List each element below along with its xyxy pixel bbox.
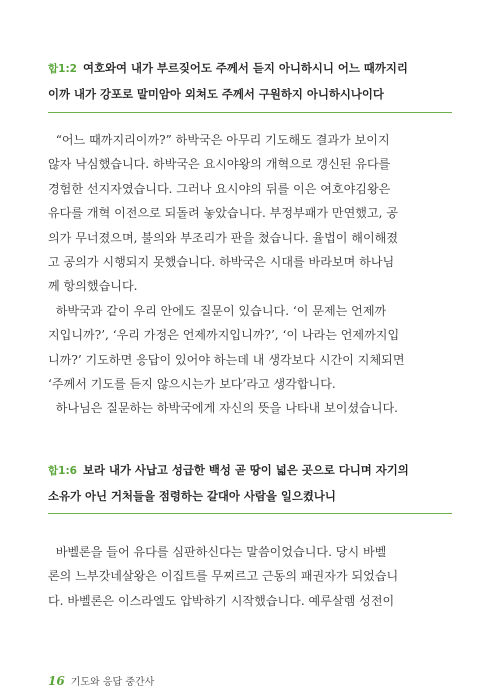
text-line: 하박국과 같이 우리 안에도 질문이 있습니다. ‘이 문제는 언제까 [48, 303, 387, 318]
text-line: 경험한 선지자였습니다. 그러나 요시야의 뒤를 이은 여호야김왕은 [48, 181, 391, 196]
verse-text: 이까 내가 강포로 말미암아 외쳐도 주께서 구원하지 아니하시나이다 [48, 87, 384, 101]
verse-text: 보라 내가 사납고 성급한 백성 곧 땅이 넓은 곳으로 다니며 자기의 [82, 463, 409, 477]
text-line: 지입니까?’, ‘우리 가정은 언제까지입니까?’, ‘이 나라는 언제까지입 [48, 328, 400, 343]
page-number: 16 [48, 674, 65, 688]
scripture-quote-hab-1-2 [48, 56, 452, 107]
verse-reference: 합1:2 [48, 63, 77, 75]
text-line: 의가 무너졌으며, 불의와 부조리가 판을 쳤습니다. 율법이 해이해졌 [48, 230, 399, 245]
verse-text: 소유가 아닌 거처들을 점령하는 갈대아 사람을 일으켰나니 [48, 489, 336, 503]
text-line: 니까?’ 기도하면 응답이 있어야 하는데 내 생각보다 시간이 지체되면 [48, 352, 405, 367]
text-line: 바벨론을 들어 유다를 심판하신다는 말씀이었습니다. 당시 바벨 [48, 545, 387, 559]
verse-line [48, 56, 452, 82]
text-line: “어느 때까지리이까?” 하박국은 아무리 기도해도 결과가 보이지 [48, 133, 390, 147]
verse-text: 여호와여 내가 부르짖어도 주께서 듣지 아니하시니 어느 때까지리 [82, 61, 408, 75]
text-line: 다. 바벨론은 이스라엘도 압박하기 시작했습니다. 예루살렘 성전이 [48, 593, 395, 608]
scripture-quote-hab-1-6 [48, 458, 452, 509]
text-line: 께 항의했습니다. [48, 279, 138, 294]
text-line: 하나님은 질문하는 하박국에게 자신의 뜻을 나타내 보이셨습니다. [48, 401, 399, 416]
text-line: 론의 느부갓네살왕은 이집트를 무찌르고 근동의 패권자가 되었습니 [48, 569, 399, 584]
text-line: 고 공의가 시행되지 못했습니다. 하박국은 시대를 바라보며 하나님 [48, 254, 395, 269]
verse-reference: 합1:6 [48, 465, 77, 477]
verse-line [48, 458, 452, 484]
verse-line [48, 82, 452, 107]
body-paragraphs [48, 540, 454, 613]
book-title: 기도와 응답 중간사 [70, 677, 155, 688]
text-line: 않자 낙심했습니다. 하박국은 요시야왕의 개혁으로 갱신된 유다를 [48, 157, 391, 172]
body-paragraphs [48, 128, 454, 421]
text-line: ‘주께서 기도를 듣지 않으시는가 보다’라고 생각합니다. [48, 376, 336, 391]
divider-line [48, 513, 452, 514]
verse-line [48, 484, 452, 509]
text-line: 유다를 개혁 이전으로 되돌려 놓았습니다. 부정부패가 만연했고, 공 [48, 206, 399, 221]
page-footer [48, 673, 154, 688]
divider-line [48, 112, 452, 113]
